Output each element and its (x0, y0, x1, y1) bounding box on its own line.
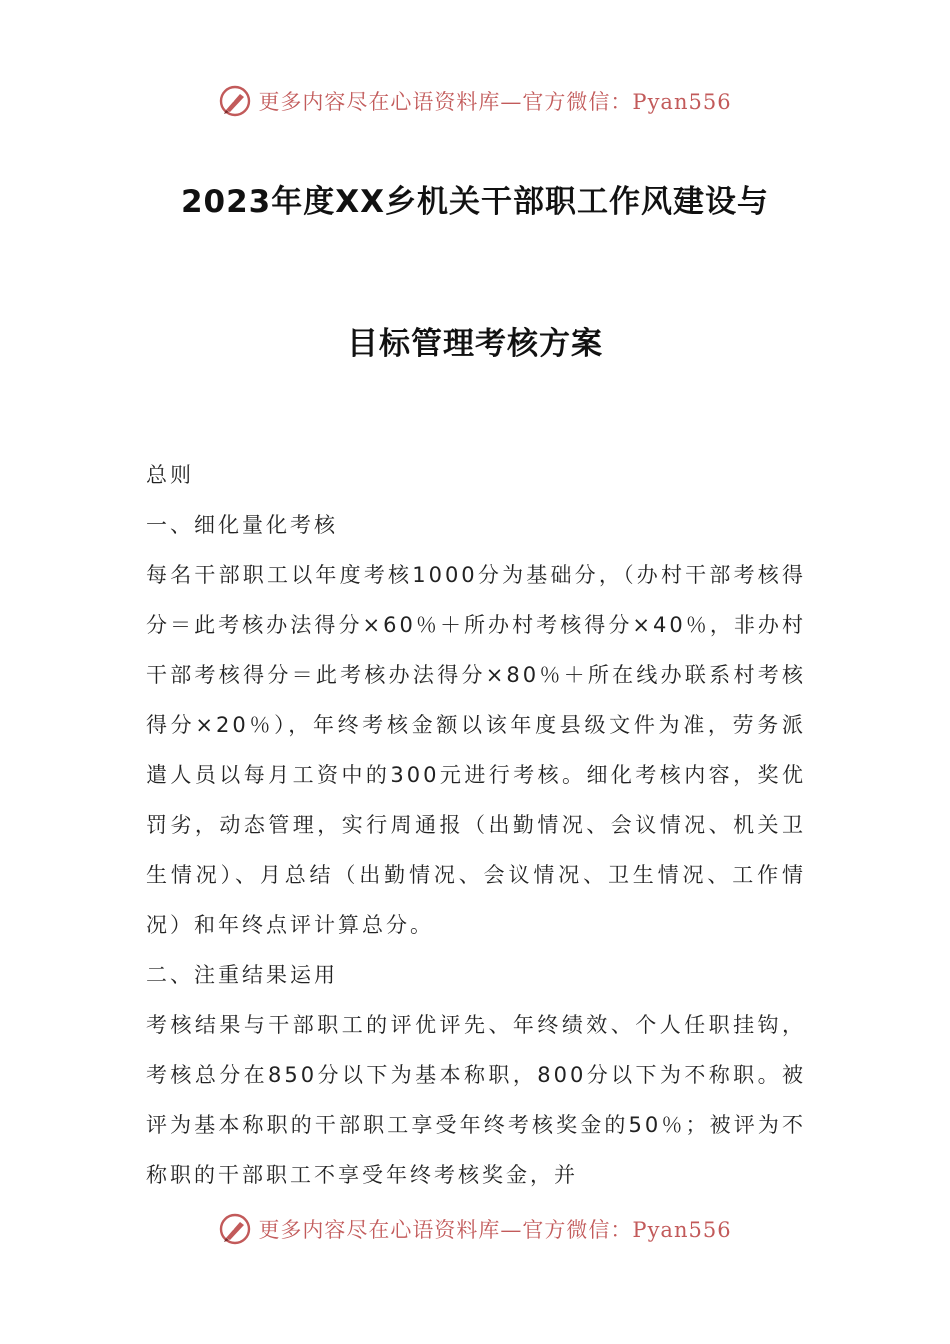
section-heading: 总则 (146, 463, 194, 487)
pen-circle-logo-icon (218, 1212, 252, 1246)
watermark-text: 更多内容尽在心语资料库—官方微信：Pyan556 (258, 1218, 732, 1242)
section-heading: 一、细化量化考核 (146, 513, 338, 537)
body-paragraph: 考核结果与干部职工的评优评先、年终绩效、个人任职挂钩，考核总分在850分以下为基本称职，800分以下为不称职。被评为基本称职的干部职工享受年终考核奖金的50％；被评为不称职的干部职工不享受年终考核奖金，并 (146, 1013, 806, 1187)
section-heading: 二、注重结果运用 (146, 963, 338, 987)
body-paragraph: 每名干部职工以年度考核1000分为基础分，（办村干部考核得分＝此考核办法得分×60％＋所办村考核得分×40％，非办村干部考核得分＝此考核办法得分×80％＋所在线办联系村考核得分×20％），年终考核金额以该年度县级文件为准，劳务派遣人员以每月工资中的300元进行考核。细化考核内容，奖优罚劣，动态管理，实行周通报（出勤情况、会议情况、机关卫生情况）、月总结（出勤情况、会议情况、卫生情况、工作情况）和年终点评计算总分。 (146, 563, 806, 937)
footer-watermark (0, 1212, 950, 1246)
document-title-line2: 目标管理考核方案 (347, 326, 603, 362)
document-title-line1: 2023年度XX乡机关干部职工作风建设与 (180, 184, 770, 220)
watermark-text: 更多内容尽在心语资料库—官方微信：Pyan556 (258, 90, 732, 114)
header-watermark (0, 84, 950, 118)
document-body (146, 450, 806, 1200)
pen-circle-logo-icon (218, 84, 252, 118)
